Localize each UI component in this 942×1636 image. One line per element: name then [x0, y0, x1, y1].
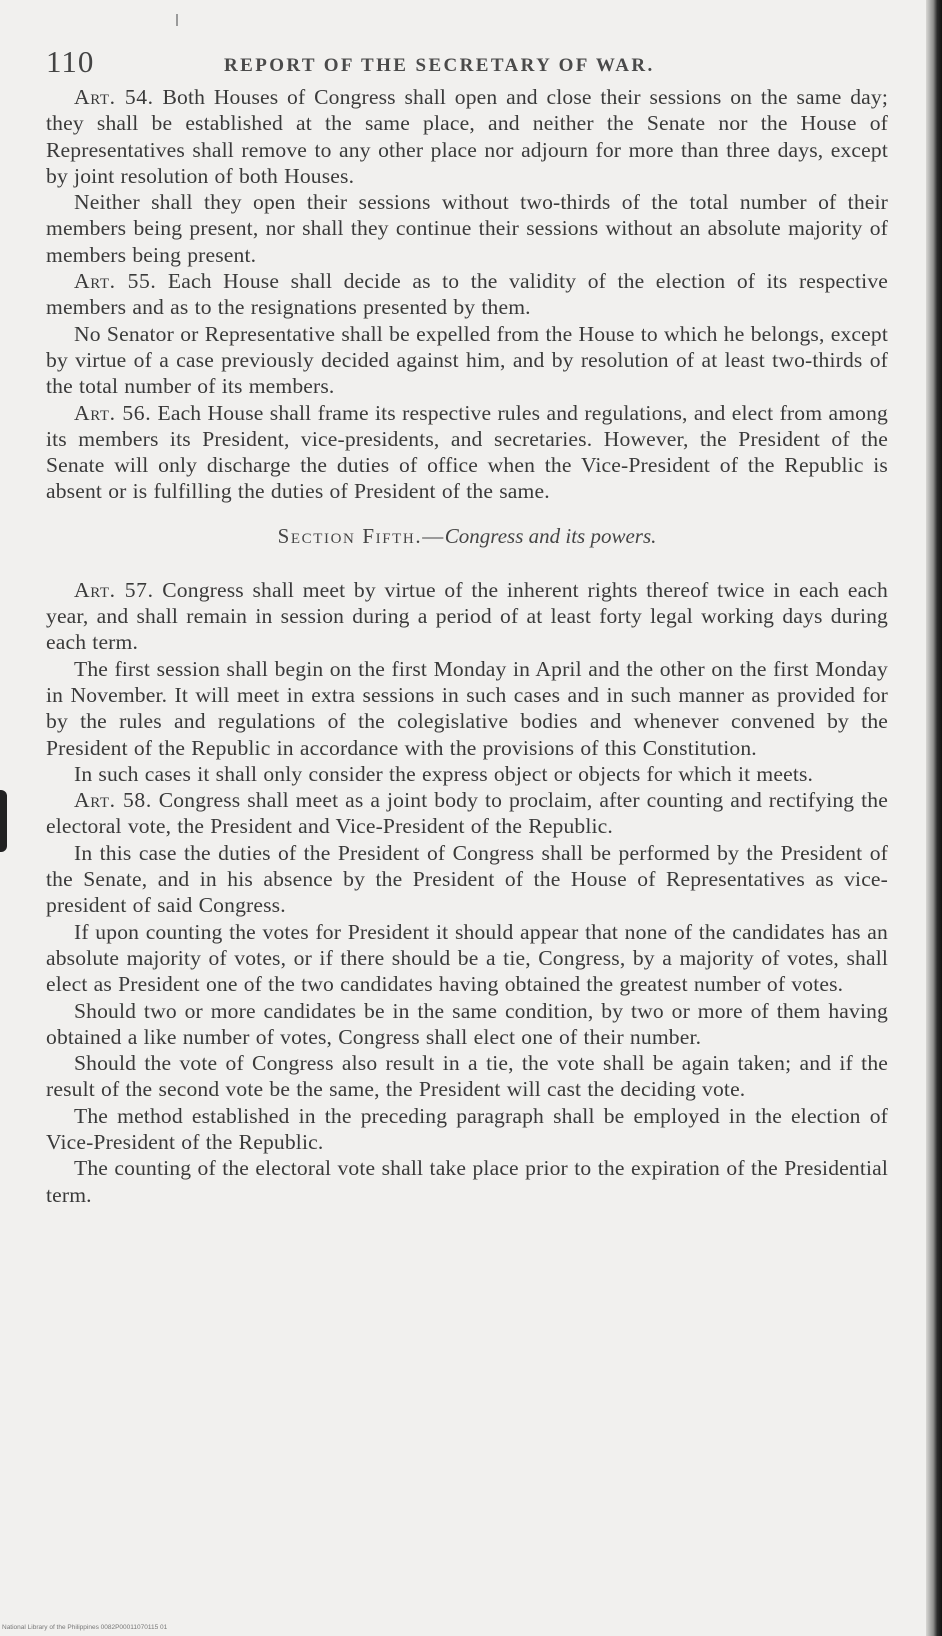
- article-58-paragraph-3: If upon counting the votes for President it should appear that none of the candidates has an absolute majority of votes, or if there should be a tie, Congress, by a majority of votes, shall elect as President one of the two candidates having obtained the greatest number of votes.: [46, 919, 888, 997]
- scan-credit: National Library of the Philippines 0082P00011070115 01: [2, 1624, 168, 1631]
- article-58-paragraph-2: In this case the duties of the President of Congress shall be performed by the President of the Senate, and in his absence by the President of the House of Representatives as vice-president of said Congress.: [46, 840, 888, 918]
- article-55-paragraph: [46, 268, 888, 321]
- scan-stray-mark: [176, 14, 178, 26]
- body-text: [46, 84, 888, 1208]
- article-55-label: Art. 55.: [74, 269, 157, 294]
- running-header: [46, 36, 888, 82]
- article-58-paragraph-7: The counting of the electoral vote shall take place prior to the expiration of the Presidential term.: [46, 1156, 888, 1207]
- article-54-label: Art. 54.: [74, 85, 154, 109]
- article-57-paragraph-3: In such cases it shall only consider the express object or objects for which it meets.: [74, 761, 814, 786]
- binding-shadow: [0, 790, 7, 852]
- running-title: REPORT OF THE SECRETARY OF WAR.: [224, 55, 655, 76]
- article-57-paragraph: [46, 577, 888, 656]
- section-title: Congress and its powers.: [444, 523, 657, 548]
- article-56-label: Art. 56.: [74, 400, 152, 425]
- article-57-label: Art. 57.: [74, 577, 154, 602]
- document-page: [46, 36, 888, 1208]
- article-54-paragraph-2: Neither shall they open their sessions without two-thirds of the total number of their members being present, nor shall they continue their sessions without an absolute majority of members being present.: [46, 190, 888, 267]
- scan-page-edge: [926, 0, 942, 1636]
- article-54-paragraph: [46, 84, 888, 189]
- section-label: Section Fifth.—: [277, 523, 445, 548]
- article-58-text: Congress shall meet as a joint body to proclaim, after counting and rectifying the electoral vote, the President and Vice-President of the Republic.: [46, 788, 888, 839]
- article-55-paragraph-2: No Senator or Representative shall be expelled from the House to which he belongs, except by virtue of a case previously decided against him, and by resolution of at least two-thirds of the total number of its members.: [46, 321, 888, 399]
- article-58-paragraph-4: Should two or more candidates be in the same condition, by two or more of them having obtained a like number of votes, Congress shall elect one of their number.: [46, 998, 888, 1049]
- article-58-paragraph-5: Should the vote of Congress also result in a tie, the vote shall be again taken; and if the result of the second vote be the same, the President will cast the deciding vote.: [46, 1051, 888, 1102]
- article-57-text: Congress shall meet by virtue of the inherent rights thereof twice in each each year, and shall remain in session during a period of at least forty legal working days during each term.: [46, 577, 888, 655]
- section-heading: [46, 523, 888, 549]
- page-number: 110: [46, 44, 95, 79]
- article-58-paragraph: [46, 787, 888, 840]
- article-58-paragraph-6: The method established in the preceding paragraph shall be employed in the election of Vice-President of the Republic.: [46, 1103, 888, 1154]
- article-55-text: Each House shall decide as to the validity of the election of its respective members and as to the resignations presented by them.: [46, 269, 888, 320]
- article-57-paragraph-2: The first session shall begin on the first Monday in April and the other on the first Monday in November. It will meet in extra sessions in such cases and in such manner as provided for by the rules and regulations of the colegislative bodies and whenever convened by the President of the Republic in accordance with the provisions of this Constitution.: [46, 656, 888, 760]
- article-54-text: Both Houses of Congress shall open and close their sessions on the same day; they shall be established at the same place, and neither the Senate nor the House of Representatives shall remove to any other place nor adjourn for more than three days, except by joint resolution of both Houses.: [46, 85, 888, 188]
- article-56-text: Each House shall frame its respective rules and regulations, and elect from among its members its President, vice-presidents, and secretaries. However, the President of the Senate will only discharge the duties of office when the Vice-President of the Republic is absent or is fulfilling the duties of President of the same.: [46, 400, 888, 504]
- article-58-label: Art. 58.: [74, 788, 152, 813]
- article-56-paragraph: [46, 400, 888, 505]
